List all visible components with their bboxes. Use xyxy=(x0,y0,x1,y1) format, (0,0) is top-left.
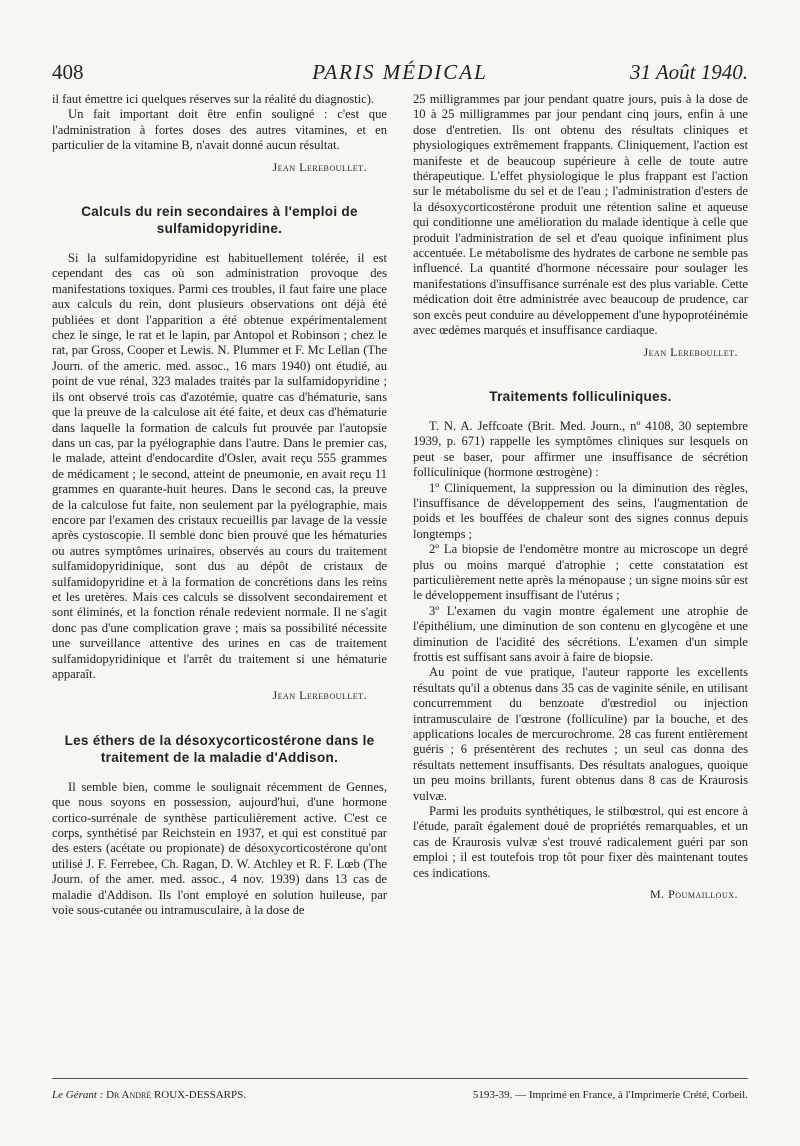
right-column xyxy=(413,92,748,903)
article-title-calculs: Calculs du rein secondaires à l'emploi de sulfamidopyridine. xyxy=(81,204,358,237)
signature-2: Jean Lereboullet. xyxy=(272,688,367,703)
signature-1: Jean Lereboullet. xyxy=(272,159,367,174)
article-addison-body: Il semble bien, comme le soulignait récemment de Gennes, que nous soyons en possession, aujourd'hui, d'une hormone cortico-surrénale de synthèse particulièrement active. C'est ce corps, synthétisé par Reichstein en 1937, et qui est constitué par des esters (acétate ou propionate) de désoxycorticostérone qu'ont utilisé J. F. Ferrebee, Ch. Ragan, D. W. Atchley et R. F. Lœb (The Journ. of the amer. med. assoc., 4 nov. 1939) dans 13 cas de maladie d'Addison. Ils l'ont employé en solution huileuse, par voie sous-cutanée ou intramusculaire, à la dose de xyxy=(52,779,387,918)
issue-date: 31 Août 1940. xyxy=(629,60,748,84)
footer-gerant xyxy=(52,1089,246,1101)
intro-paragraph-2: Un fait important doit être enfin souligné : c'est que l'administration à fortes doses des autres vitamines, et en particulier de la vitamine B, n'avait donné aucun résultat. xyxy=(52,107,387,153)
page-footer xyxy=(52,1078,748,1101)
article-addison-body-continued: 25 milligrammes par jour pendant quatre jours, puis à la dose de 10 à 25 milligrammes par jour pendant cinq jours, enfin à une dose d'entretien. Ils ont obtenu des résultats cliniques et physiologiques extrêmement frappants. Cliniquement, l'action est manifeste et de beaucoup supérieure à celle de toute autre thérapeutique. L'effet physiologique le plus frappant est l'action sur le métabolisme du sel et de l'eau ; l'administration d'esters de la désoxycorticostérone produit une rétention saline et aqueuse qui conditionne une amélioration du malade identique à celle que produit l'administration de sel et d'eau quoique infiniment plus accentuée. Le métabolisme des hydrates de carbone ne semble pas influencé. La quantité d'hormone nécessaire pour soulager les manifestations d'insuffisance surrénale est des plus variable. Cette médication doit être administrée avec beaucoup de prudence, car son excès peut conduire au développement d'une hypoprotéinémie avec œdèmes marqués et insuffisance cardiaque. xyxy=(413,92,748,338)
journal-title: PARIS MÉDICAL xyxy=(312,60,488,84)
page-header xyxy=(52,56,748,86)
footer-gerant-name: Dr André ROUX-DESSARPS. xyxy=(106,1089,246,1101)
folliculiniques-paragraph-5: Au point de vue pratique, l'auteur rapporte les excellents résultats qu'il a obtenus dans 35 cas de vaginite sénile, en utilisant concurremment du benzoate d'œstrediol ou injection intramusculaire de l'œstrone (folliculine) par la bouche, et des applications locales de mercurochrome. 28 cas furent entièrement guéris ; 6 présentèrent des rechutes ; un seul cas donna des résultats nettement insuffisants. Des résultats analogues, quoique un peu moins brillants, furent obtenus dans 8 cas de Kraurosis vulvæ. xyxy=(413,665,748,803)
article-title-folliculiniques: Traitements folliculiniques. xyxy=(489,388,672,404)
signature-4: M. Poumailloux. xyxy=(649,887,738,902)
footer-printer: 5193-39. — Imprimé en France, à l'Imprimerie Crété, Corbeil. xyxy=(472,1089,748,1101)
footer-gerant-label: Le Gérant : xyxy=(52,1089,104,1101)
article-title-addison: Les éthers de la désoxycorticostérone dans le traitement de la maladie d'Addison. xyxy=(64,732,375,765)
article-calculs-body: Si la sulfamidopyridine est habituellement tolérée, il est cependant des cas où son administration provoque des manifestations toxiques. Parmi ces troubles, il faut faire une place aux calculs du rein, dont plusieurs observations ont déjà été publiées et dont l'apparition a été obtenue expérimentalement chez le singe, le rat et le lapin, par Antopol et Robinson ; chez le rat, par Gross, Cooper et Lewis. N. Plummer et F. Mc Lellan (The Journ. of the americ. med. assoc., 16 mars 1940) ont étudié, au point de vue rénal, 323 malades traités par la sulfamidopyridine ; ils ont observé trois cas d'azotémie, quatre cas d'hématurie, sans que la preuve de la calculose ait été faite, et deux cas d'hématurie dans laquelle la formation de calculs fut prouvée par l'autopsie dans un cas, par la pyélographie dans l'autre. Dans le premier cas, le malade, atteint d'endocardite d'Osler, avait reçu 555 grammes de médicament ; le second, atteint de pneumonie, en avait reçu 11 grammes en quarante-huit heures. Dans le second cas, la preuve de la calculose fut faite, non seulement par la pyélographie, mais encore par l'examen des cristaux recueillis par lavage de la vessie après cystoscopie. Il semble donc bien prouvé que les hématuries ou autres symptômes urinaires, observés au cours du traitement sulfamidopyridinique, sont dus au dépôt de cristaux de sulfamidopyridine et à la formation de concrétions dans les reins et les uretères. Mais ces calculs se dissolvent secondairement et sont éliminés, et la fonction rénale redevient normale. Il ne s'agit donc pas d'une complication grave ; mais sa possibilité nécessite une surveillance attentive des urines en cas de traitement sulfamidopyridinique et l'arrêt du traitement si une hématurie apparaît. xyxy=(52,251,387,681)
page-number: 408 xyxy=(52,60,84,84)
folliculiniques-paragraph-2: 1º Cliniquement, la suppression ou la diminution des règles, l'insuffisance de développement des seins, l'augmentation de poids et les bouffées de chaleur sont des signes connus depuis longtemps ; xyxy=(413,480,748,541)
folliculiniques-paragraph-4: 3º L'examen du vagin montre également une atrophie de l'épithélium, une diminution de son contenu en glycogène et une diminution de l'acidité des sécrétions. L'examen d'un simple frottis est suffisant sans avoir à faire de biopsie. xyxy=(413,603,748,664)
left-column xyxy=(52,92,387,918)
folliculiniques-paragraph-1: T. N. A. Jeffcoate (Brit. Med. Journ., nº 4108, 30 septembre 1939, p. 671) rappelle les symptômes cliniques sur lesquels on peut se baser, pour affirmer une insuffisance de sécrétion folliculinique (hormone œstrogène) : xyxy=(413,418,748,480)
intro-paragraph-1: il faut émettre ici quelques réserves sur la réalité du diagnostic). xyxy=(52,92,375,106)
folliculiniques-paragraph-6: Parmi les produits synthétiques, le stilbœstrol, qui est encore à l'étude, paraît également doué de propriétés remarquables, et un cas de Kraurosis vulvæ s'est trouvé radicalement guéri par son emploi ; il est toutefois trop tôt pour fixer dès maintenant toutes ces indications. xyxy=(413,804,748,880)
folliculiniques-paragraph-3: 2º La biopsie de l'endomètre montre au microscope un degré plus ou moins marqué d'atrophie ; cette constatation est particulièrement nette après la ménopause ; un signe moins sûr est le développement insuffisant de l'utérus ; xyxy=(413,542,748,603)
signature-3: Jean Lereboullet. xyxy=(643,344,738,359)
